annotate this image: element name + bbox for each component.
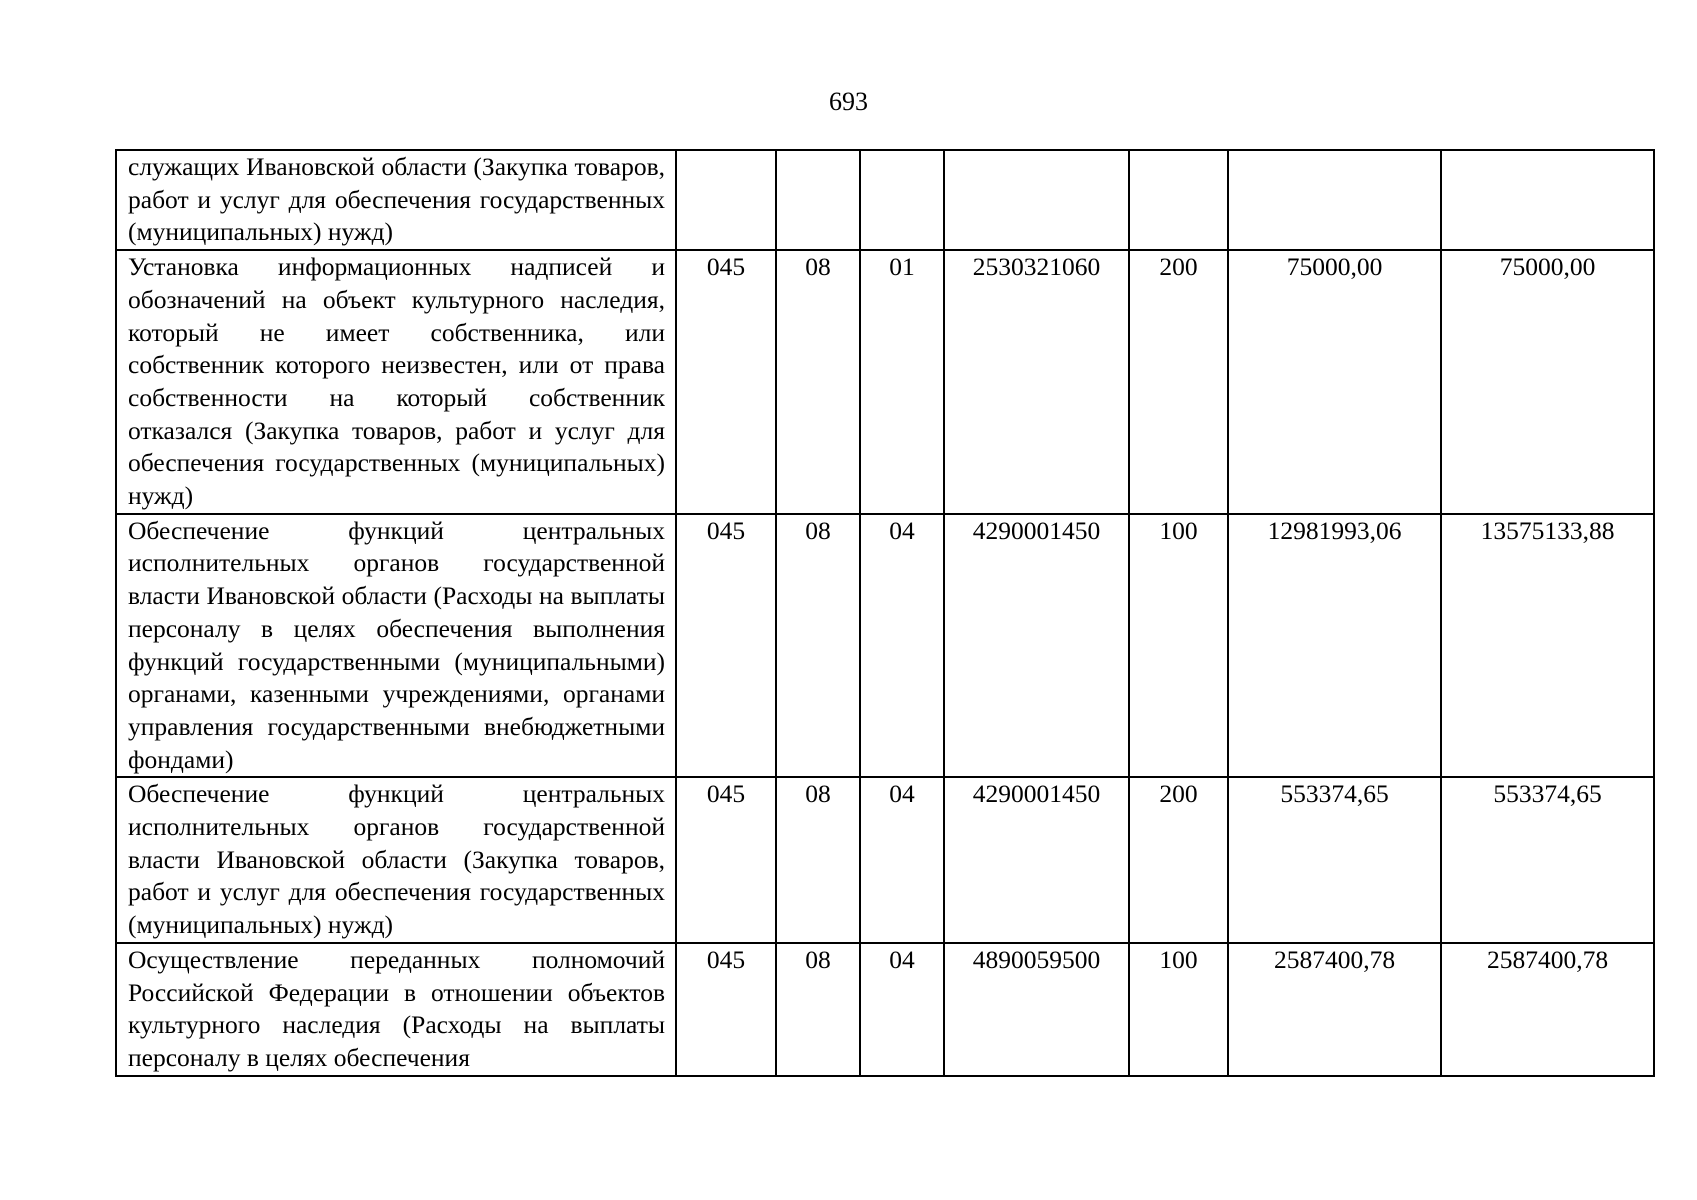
amount-year-1 [1228, 150, 1441, 250]
ministry-code: 045 [676, 514, 776, 778]
ministry-code [676, 150, 776, 250]
subsection-code [860, 150, 944, 250]
table-body [116, 150, 1654, 1076]
table-row [116, 250, 1654, 514]
row-description: Осуществление переданных полномочий Российской Федерации в отношении объектов культурного наследия (Расходы на выплаты персоналу в целях обеспечения [116, 943, 676, 1076]
amount-year-2: 13575133,88 [1441, 514, 1654, 778]
table-row [116, 150, 1654, 250]
row-description: служащих Ивановской области (Закупка товаров, работ и услуг для обеспечения государственных (муниципальных) нужд) [116, 150, 676, 250]
ministry-code: 045 [676, 250, 776, 514]
expense-type-code: 100 [1129, 943, 1228, 1076]
amount-year-1: 553374,65 [1228, 777, 1441, 943]
target-article-code [944, 150, 1129, 250]
section-code [776, 150, 860, 250]
expense-type-code: 200 [1129, 250, 1228, 514]
subsection-code: 04 [860, 943, 944, 1076]
target-article-code: 4290001450 [944, 777, 1129, 943]
amount-year-1: 2587400,78 [1228, 943, 1441, 1076]
amount-year-1: 12981993,06 [1228, 514, 1441, 778]
section-code: 08 [776, 777, 860, 943]
budget-table [115, 149, 1655, 1077]
row-description: Обеспечение функций центральных исполнительных органов государственной власти Ивановской области (Расходы на выплаты персоналу в целях обеспечения выполнения функций государственными (муниципальными) органами, казенными учреждениями, органами управления государственными внебюджетными фондами) [116, 514, 676, 778]
ministry-code: 045 [676, 943, 776, 1076]
expense-type-code: 200 [1129, 777, 1228, 943]
subsection-code: 01 [860, 250, 944, 514]
table-row [116, 777, 1654, 943]
row-description: Установка информационных надписей и обозначений на объект культурного наследия, который не имеет собственника, или собственник которого неизвестен, или от права собственности на который собственник отказался (Закупка товаров, работ и услуг для обеспечения государственных (муниципальных) нужд) [116, 250, 676, 514]
target-article-code: 4290001450 [944, 514, 1129, 778]
amount-year-2: 2587400,78 [1441, 943, 1654, 1076]
expense-type-code: 100 [1129, 514, 1228, 778]
ministry-code: 045 [676, 777, 776, 943]
table-row [116, 943, 1654, 1076]
section-code: 08 [776, 514, 860, 778]
amount-year-2: 553374,65 [1441, 777, 1654, 943]
amount-year-2 [1441, 150, 1654, 250]
amount-year-1: 75000,00 [1228, 250, 1441, 514]
amount-year-2: 75000,00 [1441, 250, 1654, 514]
target-article-code: 4890059500 [944, 943, 1129, 1076]
page-number: 693 [829, 87, 868, 116]
target-article-code: 2530321060 [944, 250, 1129, 514]
expense-type-code [1129, 150, 1228, 250]
row-description: Обеспечение функций центральных исполнительных органов государственной власти Ивановской области (Закупка товаров, работ и услуг для обеспечения государственных (муниципальных) нужд) [116, 777, 676, 943]
subsection-code: 04 [860, 514, 944, 778]
section-code: 08 [776, 943, 860, 1076]
section-code: 08 [776, 250, 860, 514]
subsection-code: 04 [860, 777, 944, 943]
table-row [116, 514, 1654, 778]
